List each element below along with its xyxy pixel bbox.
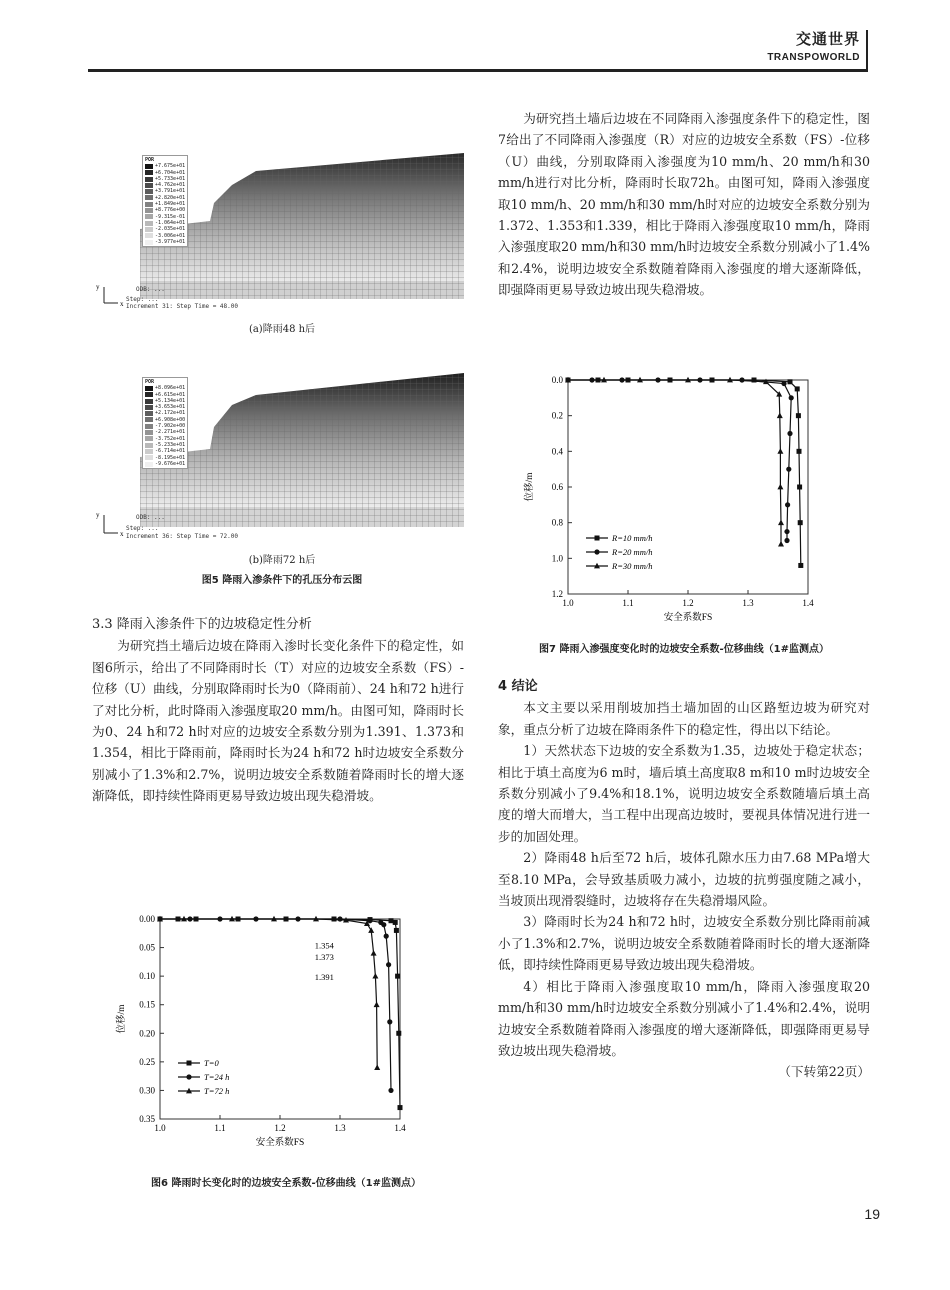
section-4 [498,676,870,1083]
fig7-legend-marker [595,536,600,541]
fig5b-legend-value: +5.134e+01 [155,397,186,404]
fig5a-legend-value: +7.675e+01 [155,163,186,170]
fig7-series-line [568,380,791,541]
fig7-x-tick-label: 1.0 [562,598,574,608]
fig7-y-tick-label: 1.0 [551,553,563,564]
fig6-x-tick-label: 1.1 [214,1123,226,1133]
fig5b-legend-swatch [145,443,153,448]
fig6-x-axis-label: 安全系数FS [255,1138,305,1148]
conclusion-item-1: 1）天然状态下边坡的安全系数为1.35，边坡处于稳定状态；相比于填土高度为6 m时，墙后填土高度取8 m和10 m时边坡安全系数分别减小了9.4%和18.1%，说明边坡安全系数随墙后填土高度的增大而增大，当工程中出现高边坡时，要视具体情况进行进一步的加固处理。 [498,743,870,844]
fig5b-legend-value: +6.908e+00 [155,416,186,423]
fig6-data-point [388,1088,393,1093]
conclusion-item-2: 2）降雨48 h后至72 h后，坡体孔隙水压力由7.68 MPa增大至8.10 MPa，会导致基质吸力减小，边坡的抗剪强度随之减小，当坡顶出现滑裂缝时，边坡将存在失稳滑塌风险。 [498,850,870,909]
fig6-legend-marker [186,1074,191,1079]
fig6-x-tick-label: 1.4 [394,1123,406,1133]
fig5b-legend-value: +2.172e+01 [155,410,186,417]
fig5a-legend-swatch [145,214,153,219]
fig5b-legend-swatch [145,399,153,404]
fig6-data-point [393,920,398,925]
fig7-data-point [795,386,800,391]
fig5b-increment-line: Increment 36: Step Time = 72.00 [126,533,238,540]
fig5b-odb-line: ODB: ... [136,514,165,521]
fig6-x-tick-label: 1.0 [154,1123,166,1133]
fig5a-legend-value: +3.791e+01 [155,188,186,195]
fig5a-legend-swatch [145,164,153,169]
fig6-data-point [386,962,391,967]
fig7-y-tick-label: 0.8 [551,517,563,528]
fig5b-legend-value: -5.233e+01 [155,441,186,448]
fig5b-legend-swatch [145,386,153,391]
fig7-series-line [568,380,781,544]
fig5b-step-line: Step: ... [126,525,159,532]
fig6-y-tick-label: 0.05 [139,942,155,953]
fig5b-legend-swatch [145,436,153,441]
fig6-y-tick-label: 0.20 [139,1028,155,1039]
fig6-y-tick-label: 0.15 [139,999,155,1010]
fig6-y-tick-label: 0.30 [139,1085,155,1096]
fig5b-contour-image [92,365,472,547]
continued-note: （下转第22页） [778,1064,870,1080]
fig5a-legend-value: -3.977e+01 [155,238,186,245]
right-column-intro [498,108,870,301]
fig5b-legend-value: -8.195e+01 [155,454,186,461]
fig5b-legend [142,377,188,469]
fig6-legend-marker [187,1061,192,1066]
fig5b-legend-swatch [145,411,153,416]
fig5b-legend-swatch [145,455,153,460]
fig5b-legend-value: +8.096e+01 [155,385,186,392]
fig6-data-point [374,1002,380,1008]
conclusion-item-4: 4）相比于降雨入渗强度取10 mm/h，降雨入渗强度取20 mm/h和30 mm/h时边坡安全系数分别减小了1.4%和2.4%，说明边坡安全系数随着降雨入渗强度的增大逐渐降低，即强降雨更易导致边坡出现失稳滑坡。 [498,978,870,1058]
fig7-data-point [797,485,802,490]
fig6-y-tick-label: 0.00 [139,914,155,924]
fig5a-legend-value: -1.064e+01 [155,219,186,226]
fig7-legend-label: R=10 mm/h [612,533,653,543]
fig6-series-line [160,919,400,1108]
fig5b-legend-swatch [145,392,153,397]
fig5b-legend-swatch [145,405,153,410]
fig5a-legend-swatch [145,177,153,182]
fig6-data-point [396,1031,401,1036]
section-3-3-paragraph: 为研究挡土墙后边坡在降雨入渗时长变化条件下的稳定性，如图6所示，给出了不同降雨时长（T）对应的边坡安全系数（FS）-位移（U）曲线，分别取降雨时长为0（降雨前）、24 h和72 h进行了对比分析，此时降雨入渗强度取20 mm/h。由图可知，降雨时长为0、24 h和72 h时对应的边坡安全系数分别为1.391、1.373和1.354，相比于降雨前，降雨时长为24 h和72 h时边坡安全系数分别减小了1.3%和2.7%，说明边坡安全系数随着降雨时长的增大逐渐降低，即持续性降雨更易导致边坡出现失稳滑坡。 [92,638,464,804]
fig7-data-point [777,448,783,454]
fig7-intro-paragraph: 为研究挡土墙后边坡在不同降雨入渗强度条件下的稳定性，图7给出了不同降雨入渗强度（R）对应的边坡安全系数（FS）-位移（U）曲线，分别取降雨入渗强度为10 mm/h、20 mm/h和30 mm/h进行对比分析，降雨时长取72h。由图可知，降雨入渗强度取10 mm/h、20 mm/h和30 mm/h时对应的边坡安全系数分别为1.372、1.353和1.339，相比于降雨入渗强度取10 mm/h，降雨入渗强度取20 mm/h和30 mm/h时边坡安全系数分别减小了1.4%和2.4%，说明边坡安全系数随着降雨入渗强度的增大逐渐降低，即强降雨更易导致边坡出现失稳滑坡。 [498,111,870,298]
fig6-data-point [395,974,400,979]
journal-title-en: TRANSPOWORLD [767,52,860,63]
fig7-chart [506,372,866,637]
fig6-data-point [372,973,378,979]
fig7-data-point [788,379,793,384]
fig5a-legend-value: +6.704e+01 [155,169,186,176]
fig7-data-point [796,413,801,418]
fig5a-legend-swatch [145,221,153,226]
fig5a-legend-swatch [145,240,153,245]
fig7-data-point [781,381,786,386]
fig5a-legend-value: -3.006e+01 [155,232,186,239]
fig6-data-point [337,916,342,921]
fig7-x-tick-label: 1.1 [622,598,634,608]
fig5a-legend-swatch [145,202,153,207]
fig7-y-tick-label: 0.4 [551,446,563,457]
fig7-data-point [784,538,789,543]
fig6-series-line [160,919,377,1068]
fig7-data-point [789,395,794,400]
fig5b-legend-swatch [145,430,153,435]
fig5a-legend-value: +2.820e+01 [155,194,186,201]
fig7-x-tick-label: 1.2 [682,598,694,608]
fig5b-legend-value: -7.902e+00 [155,423,186,430]
fig6-plot-frame [160,919,400,1119]
fig5a-legend-swatch [145,189,153,194]
fig5a-legend-title: POR [145,157,155,163]
fig5a-legend-swatch [145,208,153,213]
fig5a-legend-entry [145,239,185,245]
fig7-y-tick-label: 0.0 [551,375,563,385]
fig7-plot-frame [568,380,808,594]
fig7-data-point [798,563,803,568]
fig5a-legend-value: +4.762e+01 [155,182,186,189]
fig6-data-point [394,928,399,933]
fig6-data-point [381,922,386,927]
fig5a-legend-value: -9.315e-01 [155,213,186,220]
section-4-heading: 4 结论 [498,679,538,694]
fig5a-odb-line: ODB: ... [136,286,165,293]
fig7-data-point [797,449,802,454]
journal-title-cn: 交通世界 [795,30,860,48]
fig6-chart [92,905,472,1175]
fig7-x-tick-label: 1.3 [742,598,754,608]
fig5a-increment-line: Increment 31: Step Time = 48.00 [126,303,238,310]
fig6-annotation: 1.354 [314,940,334,951]
fig5a-axis-y: y [96,283,100,291]
fig6-y-axis-label: 位移/m [117,1004,127,1034]
fig7-y-axis-label: 位移/m [525,472,535,502]
fig6-data-point [371,950,377,956]
fig5b-legend-swatch [145,417,153,422]
fig7-data-point [787,431,792,436]
fig5a-legend-value: +8.776e+00 [155,207,186,214]
fig6-y-tick-label: 0.10 [139,971,155,982]
fig7-data-point [777,484,783,490]
fig7-x-axis-label: 安全系数FS [663,613,713,623]
fig6-y-tick-label: 0.35 [139,1114,155,1124]
fig6-data-point [387,1019,392,1024]
conclusion-item-3: 3）降雨时长为24 h和72 h时，边坡安全系数分别比降雨前减小了1.3%和2.7%，说明边坡安全系数随着降雨时长的增大逐渐降低，即持续性降雨更易导致边坡出现失稳滑坡。 [498,914,870,973]
fig5b-legend-value: -2.271e+01 [155,429,186,436]
fig5a-legend-swatch [145,170,153,175]
section-4-intro: 本文主要以采用削坡加挡土墙加固的山区路堑边坡为研究对象，重点分析了边坡在降雨条件下的稳定性，得出以下结论。 [498,700,870,737]
fig6-y-tick-label: 0.25 [139,1056,155,1067]
fig6-data-point [398,1105,403,1110]
fig5b-legend-swatch [145,462,153,467]
fig5a-legend-swatch [145,195,153,200]
page-number: 19 [864,1206,880,1222]
fig5b-legend-value: +3.653e+01 [155,404,186,411]
fig7-data-point [777,412,783,418]
fig5a-legend-swatch [145,183,153,188]
fig5a-contour-image [92,145,472,317]
fig6-annotation: 1.373 [314,952,334,963]
fig5b-legend-value: +6.615e+01 [155,391,186,398]
fig5a-legend-value: -2.035e+01 [155,226,186,233]
fig6-caption: 图6 降雨时长变化时的边坡安全系数-位移曲线（1#监测点） [151,1178,421,1189]
fig7-data-point [778,541,784,547]
fig7-x-tick-label: 1.4 [802,598,814,608]
fig7-legend-marker [594,549,599,554]
fig5a-legend-swatch [145,233,153,238]
fig5b-legend-swatch [145,424,153,429]
fig5b-legend-entry [145,461,185,467]
fig7-data-point [784,529,789,534]
fig7-data-point [778,519,784,525]
section-3-3-heading: 3.3 降雨入渗条件下的边坡稳定性分析 [92,617,312,632]
fig7-y-tick-label: 0.2 [551,410,563,421]
fig5b-legend-swatch [145,449,153,454]
fig7-y-tick-label: 0.6 [551,482,563,492]
fig7-legend-label: R=20 mm/h [612,547,653,557]
fig6-legend-label: T=24 h [204,1072,230,1082]
fig5b-axis-x: x [120,530,124,538]
fig5a-step-line: Step: ... [126,296,159,303]
fig5a-legend [142,155,188,247]
header-divider [866,30,868,70]
fig6-data-point [384,934,389,939]
fig6-series-line [160,919,391,1090]
header-rule [88,69,868,72]
fig5b-legend-value: -9.676e+01 [155,460,186,467]
fig5b-legend-title: POR [145,379,155,385]
fig6-annotation: 1.391 [314,972,334,983]
fig7-legend-label: R=30 mm/h [612,561,653,571]
fig5a-legend-swatch [145,227,153,232]
fig5b-legend-value: -3.752e+01 [155,435,186,442]
left-column-text [92,614,464,807]
fig5a-legend-value: +5.733e+01 [155,175,186,182]
fig7-data-point [786,467,791,472]
fig6-legend-label: T=72 h [204,1086,230,1096]
fig7-y-tick-label: 1.2 [551,589,563,599]
fig6-data-point [374,1064,380,1070]
fig5a-legend-value: +1.849e+01 [155,201,186,208]
fig6-legend-label: T=0 [204,1058,219,1068]
fig5a-caption: (a)降雨48 h后 [248,324,316,335]
fig5-caption: 图5 降雨入渗条件下的孔压分布云图 [201,575,363,586]
fig7-data-point [798,520,803,525]
fig7-data-point [785,502,790,507]
fig5b-caption: (b)降雨72 h后 [248,555,316,566]
fig5b-legend-value: -6.714e+01 [155,448,186,455]
fig5b-axis-y: y [96,511,100,519]
fig5a-axis-x: x [120,300,124,308]
fig6-data-point [367,918,372,923]
fig7-caption: 图7 降雨入渗强度变化时的边坡安全系数-位移曲线（1#监测点） [539,644,829,655]
fig6-x-tick-label: 1.2 [274,1123,286,1133]
fig6-x-tick-label: 1.3 [334,1123,346,1133]
